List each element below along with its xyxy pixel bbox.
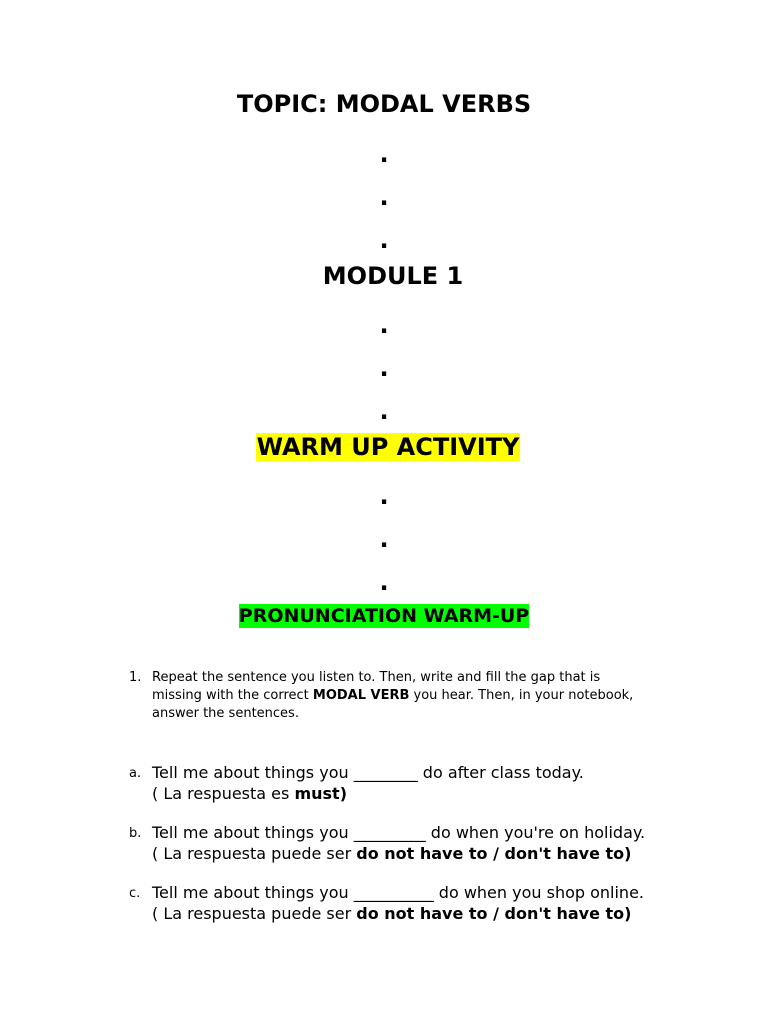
page-title: TOPIC: MODAL VERBS [236,90,532,118]
answer-prefix: ( La respuesta puede ser [152,904,357,923]
item-letter: c. [129,886,141,901]
warmup-heading [0,433,768,461]
separator-dot: . [379,140,389,168]
separator-dot: . [379,397,389,425]
item-letter: a. [129,766,142,781]
item-sentence: Tell me about things you ________ do after class today. [152,763,584,782]
answer-text: do not have to / don't have to) [356,844,632,863]
answer-text: must) [294,784,347,803]
separator-dot: . [379,354,389,382]
item-letter: b. [129,826,142,841]
instruction-number: 1. [129,670,142,685]
separator-dot: . [379,311,389,339]
item-sentence: Tell me about things you _________ do when you're on holiday. [152,823,646,842]
pronunciation-heading [0,605,768,627]
item-answer [152,903,689,924]
item-sentence: Tell me about things you __________ do when you shop online. [152,883,644,902]
warmup-heading-text: WARM UP ACTIVITY [256,433,520,461]
module-heading: MODULE 1 [322,262,464,290]
item-answer [152,783,689,804]
item-answer [152,843,689,864]
exercise-item-a [129,762,689,804]
separator-dot: . [379,525,389,553]
instruction-item [129,669,649,723]
instruction-keyword: MODAL VERB [312,688,410,703]
instruction-text [152,669,649,723]
separator-dot: . [379,568,389,596]
separator-dot: . [379,226,389,254]
pronunciation-heading-text: PRONUNCIATION WARM-UP [238,605,530,627]
exercise-item-b [129,822,689,864]
instruction-text-start: Repeat the sentence you listen to. Then, write and fill the gap that is missing with the correct [152,670,601,703]
separator-dot: . [379,482,389,510]
answer-text: do not have to / don't have to) [356,904,632,923]
separator-dot: . [379,183,389,211]
exercise-item-c [129,882,689,924]
answer-prefix: ( La respuesta puede ser [152,844,357,863]
instruction-text-end: you hear. Then, in your notebook, answer the sentences. [152,688,634,721]
answer-prefix: ( La respuesta es [152,784,295,803]
